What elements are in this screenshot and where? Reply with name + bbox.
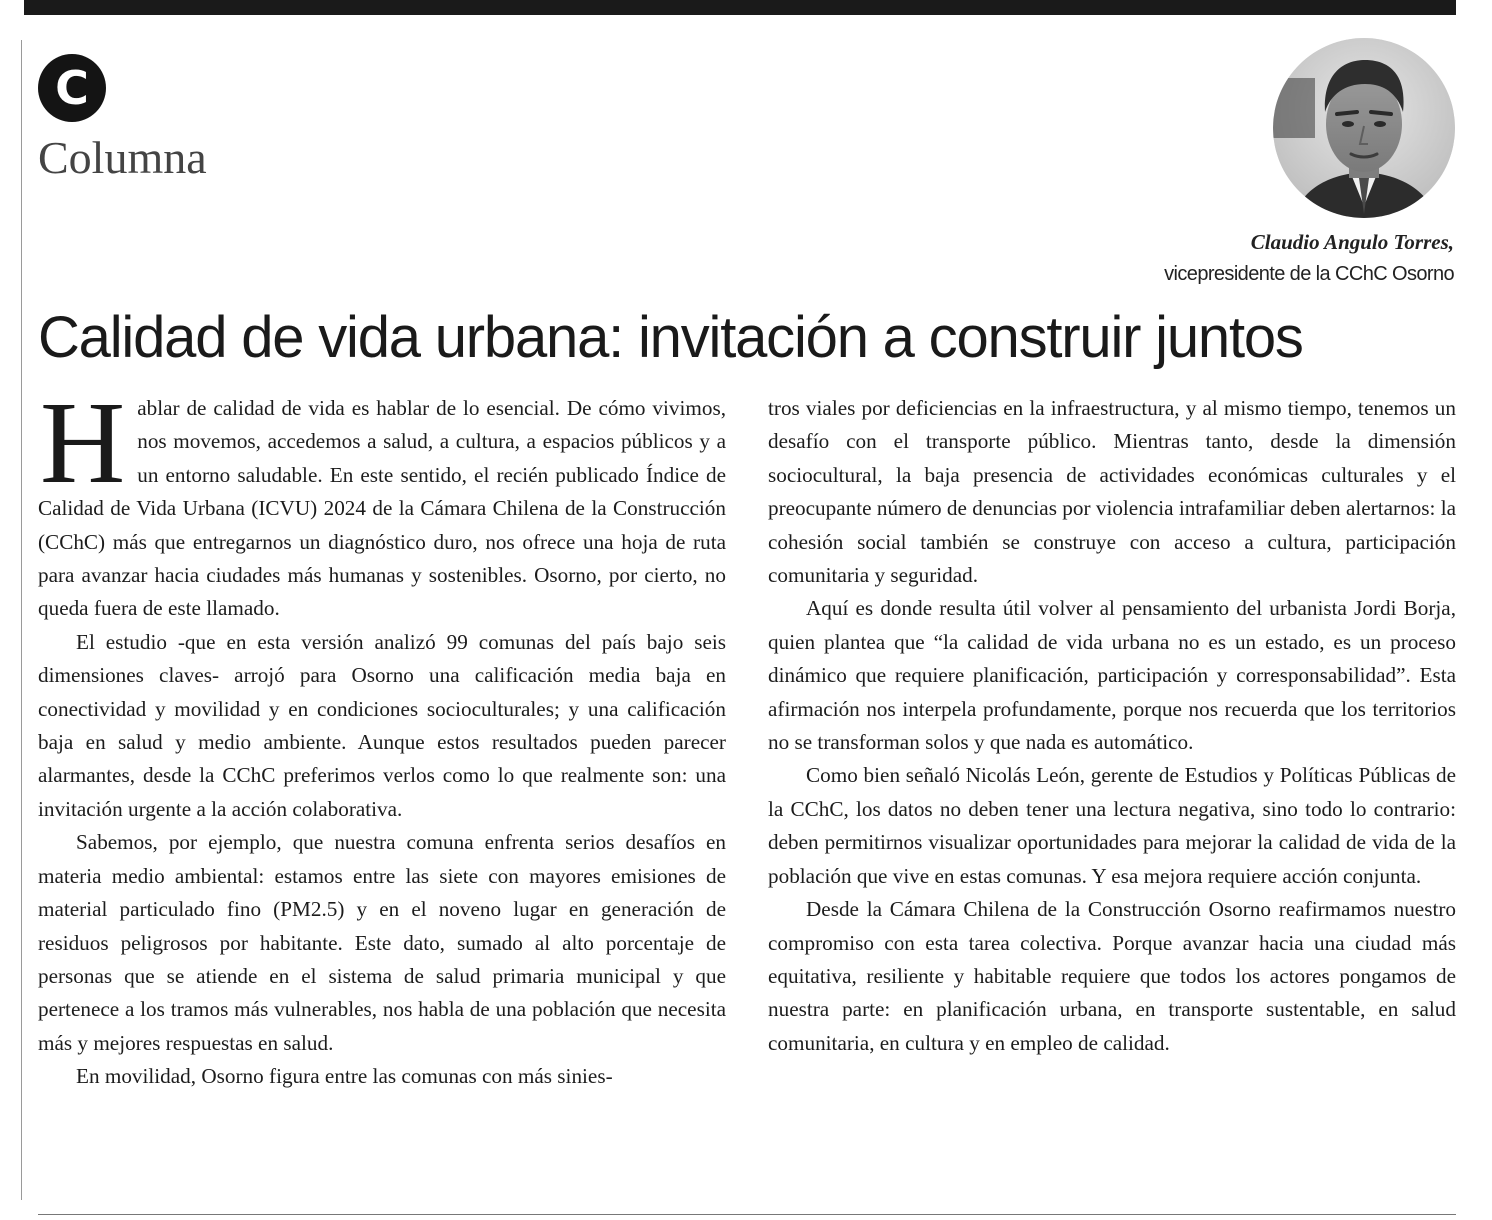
section-label: Columna	[38, 132, 207, 183]
article-column-right	[768, 392, 1456, 1060]
article-paragraph: En movilidad, Osorno figura entre las comunas con más sinies-	[76, 1064, 613, 1089]
article-paragraph	[38, 377, 726, 626]
author-name: Claudio Angulo Torres,	[1250, 230, 1454, 254]
article-paragraph: tros viales por deficiencias en la infraestructura, y al mismo tiempo, tenemos un desafío con el transporte público. Mientras tanto, desde la dimensión sociocultural, la baja presencia de actividades económicas culturales y el preocupante número de denuncias por violencia intrafamiliar deben alertarnos: la cohesión social también se construye con acceso a cultura, participación comunitaria y seguridad.	[768, 396, 1456, 588]
author-portrait	[1273, 38, 1455, 218]
author-role: vicepresidente de la CChC Osorno	[1164, 263, 1454, 285]
bottom-rule	[38, 1214, 1456, 1215]
headline: Calidad de vida urbana: invitación a construir juntos	[38, 305, 1303, 370]
article-paragraph: El estudio -que en esta versión analizó 99 comunas del país bajo seis dimensiones claves- arrojó para Osorno una calificación media baja en conectividad y movilidad y en condiciones socioculturales; y una calificación baja en salud y medio ambiente. Aunque estos resultados pueden parecer alarmantes, desde la CChC preferimos verlos como lo que realmente son: una invitación urgente a la acción colaborativa.	[38, 629, 726, 821]
article-paragraph: Sabemos, por ejemplo, que nuestra comuna enfrenta serios desafíos en materia medio ambiental: estamos entre las siete con mayores emisiones de material particulado fino (PM2.5) y en el noveno lugar en generación de residuos peligrosos por habitante. Este dato, sumado al alto porcentaje de personas que se atiende en el sistema de salud primaria municipal y que pertenece a los tramos más vulnerables, nos habla de una población que necesita más y mejores respuestas en salud.	[38, 830, 726, 1055]
article-paragraph: Como bien señaló Nicolás León, gerente de Estudios y Políticas Públicas de la CChC, los datos no deben tener una lectura negativa, sino todo lo contrario: deben permitirnos visualizar oportunidades para mejorar la calidad de vida de la población que vive en estas comunas. Y esa mejora requiere acción conjunta.	[768, 763, 1456, 888]
left-rule	[21, 40, 22, 1200]
top-rule	[24, 0, 1456, 15]
article-column-left	[38, 377, 726, 1094]
author-portrait-icon	[1273, 38, 1455, 218]
article-paragraph: Desde la Cámara Chilena de la Construcción Osorno reafirmamos nuestro compromiso con esta tarea colectiva. Porque avanzar hacia una ciudad más equitativa, resiliente y habitable requiere que todos los actores pongamos de nuestra parte: en planificación urbana, en transporte sustentable, en salud comunitaria, en cultura y en empleo de calidad.	[768, 897, 1456, 1055]
article-paragraph: Aquí es donde resulta útil volver al pensamiento del urbanista Jordi Borja, quien plantea que “la calidad de vida urbana no es un estado, es un proceso dinámico que requiere planificación, participación y corresponsabilidad”. Esta afirmación nos interpela profundamente, porque nos recuerda que los territorios no se transforman solos y que nada es automático.	[768, 596, 1456, 755]
section-badge: C	[38, 54, 106, 122]
paragraph-text: ablar de calidad de vida es hablar de lo esencial. De cómo vivimos, nos movemos, accedemos a salud, a cultura, a espacios públicos y a un entorno saludable. En este sentido, el recién publicado Índice de Calidad de Vida Urbana (ICVU) 2024 de la Cámara Chilena de la Construcción (CChC) más que entregarnos un diagnóstico duro, nos ofrece una hoja de ruta para avanzar hacia ciudades más humanas y sostenibles. Osorno, por cierto, no queda fuera de este llamado.	[38, 396, 726, 621]
dropcap: H	[40, 377, 126, 508]
